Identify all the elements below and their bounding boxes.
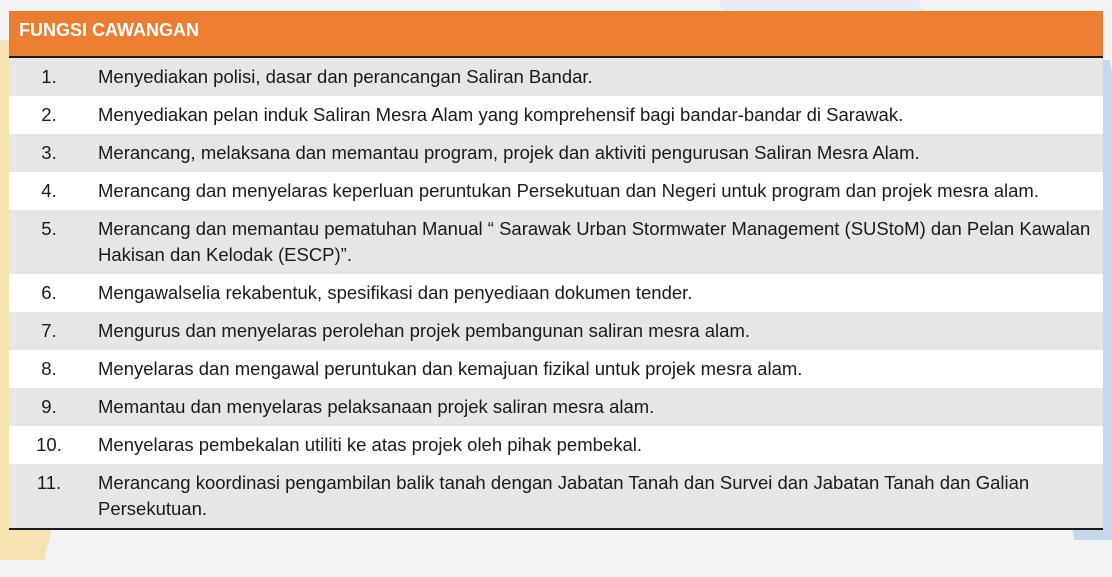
table-row bbox=[9, 274, 1103, 312]
table-row bbox=[9, 134, 1103, 172]
row-number: 10. bbox=[36, 434, 62, 455]
table-body bbox=[9, 58, 1103, 530]
row-text: Menyediakan pelan induk Saliran Mesra Alam yang komprehensif bagi bandar-bandar di Sarawak. bbox=[98, 104, 904, 125]
row-text: Merancang dan memantau pematuhan Manual “ Sarawak Urban Stormwater Management (SUStoM) dan Pelan Kawalan Hakisan dan Kelodak (ESCP)”. bbox=[98, 218, 1091, 265]
row-text: Menyediakan polisi, dasar dan perancangan Saliran Bandar. bbox=[98, 66, 593, 87]
row-text: Merancang koordinasi pengambilan balik tanah dengan Jabatan Tanah dan Survei dan Jabatan Tanah dan Galian Persekutuan. bbox=[98, 472, 1030, 519]
table-row bbox=[9, 96, 1103, 134]
row-number: 7. bbox=[41, 320, 57, 341]
row-number: 5. bbox=[41, 218, 57, 239]
table-row bbox=[9, 172, 1103, 210]
row-number: 4. bbox=[41, 180, 57, 201]
table-row bbox=[9, 426, 1103, 464]
row-number: 8. bbox=[41, 358, 57, 379]
table-row bbox=[9, 312, 1103, 350]
table-row bbox=[9, 58, 1103, 96]
table-row bbox=[9, 464, 1103, 528]
table-row bbox=[9, 350, 1103, 388]
row-text: Mengurus dan menyelaras perolehan projek pembangunan saliran mesra alam. bbox=[98, 320, 750, 341]
row-text: Memantau dan menyelaras pelaksanaan projek saliran mesra alam. bbox=[98, 396, 655, 417]
table-row bbox=[9, 210, 1103, 274]
row-text: Menyelaras dan mengawal peruntukan dan kemajuan fizikal untuk projek mesra alam. bbox=[98, 358, 803, 379]
row-number: 2. bbox=[41, 104, 57, 125]
row-number: 3. bbox=[41, 142, 57, 163]
table-row bbox=[9, 388, 1103, 426]
row-text: Mengawalselia rekabentuk, spesifikasi dan penyediaan dokumen tender. bbox=[98, 282, 693, 303]
functions-table bbox=[9, 11, 1103, 530]
row-text: Menyelaras pembekalan utiliti ke atas projek oleh pihak pembekal. bbox=[98, 434, 642, 455]
row-number: 11. bbox=[36, 472, 62, 493]
row-text: Merancang dan menyelaras keperluan peruntukan Persekutuan dan Negeri untuk program dan projek mesra alam. bbox=[98, 180, 1039, 201]
table-header: FUNGSI CAWANGAN bbox=[9, 11, 1103, 58]
row-number: 9. bbox=[41, 396, 57, 417]
row-number: 6. bbox=[41, 282, 57, 303]
row-text: Merancang, melaksana dan memantau program, projek dan aktiviti pengurusan Saliran Mesra Alam. bbox=[98, 142, 920, 163]
row-number: 1. bbox=[41, 66, 57, 87]
